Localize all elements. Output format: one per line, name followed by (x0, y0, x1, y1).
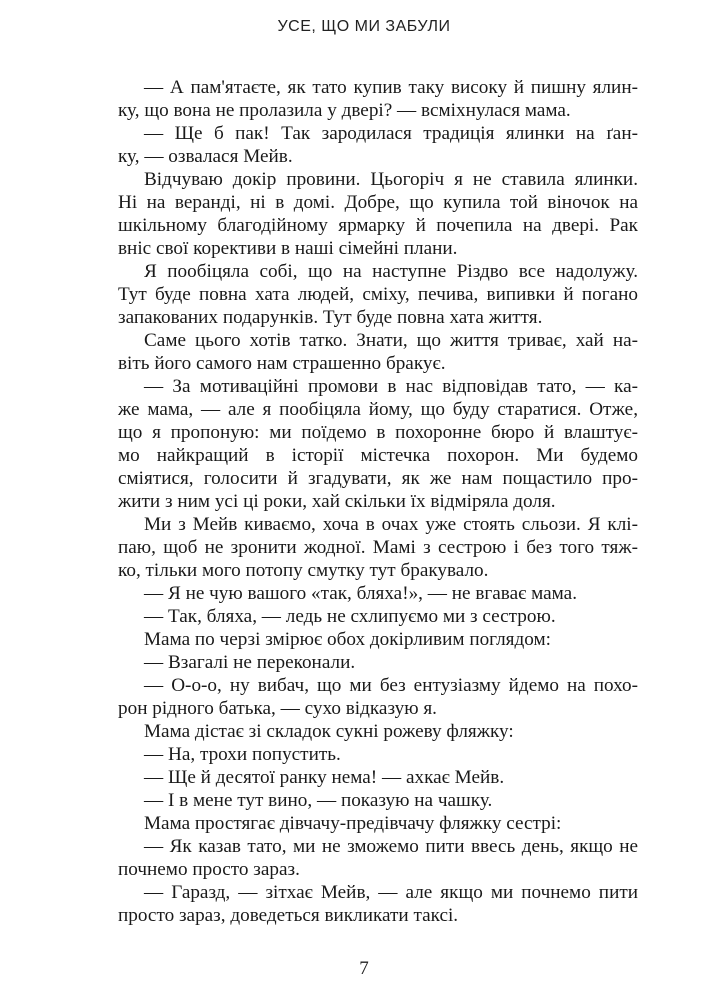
paragraph (118, 582, 638, 605)
text-line: — О-о-о, ну вибач, що ми без ентузіазму йдемо на похо- (144, 675, 638, 696)
text-line: Тут буде повна хата людей, сміху, печива, випивки й погано (118, 284, 638, 305)
text-line: просто зараз, доведеться викликати таксі. (118, 905, 459, 926)
text-line: рон рідного батька, — сухо відказую я. (118, 698, 437, 719)
paragraph (118, 789, 638, 812)
text-line: — Так, бляха, — ледь не схлипуємо ми з сестрою. (144, 606, 556, 627)
text-line: шкільному благодійному ярмарку й почепила на двері. Рак (118, 215, 638, 236)
text-line: почнемо просто зараз. (118, 859, 300, 880)
text-line: Ми з Мейв киваємо, хоча в очах уже стоять сльози. Я клі- (144, 514, 638, 535)
text-line: Я пообіцяла собі, що на наступне Різдво все надолужу. (144, 261, 638, 282)
paragraph (118, 835, 638, 881)
text-line: Саме цього хотів татко. Знати, що життя триває, хай на- (144, 330, 638, 351)
text-line: що я пропоную: ми поїдемо в похоронне бюро й влаштує- (118, 422, 638, 443)
text-line: паю, щоб не зронити жодної. Мамі з сестрою і без того тяж- (118, 537, 638, 558)
paragraph (118, 513, 638, 582)
paragraph (118, 766, 638, 789)
paragraph (118, 605, 638, 628)
text-line: — Я не чую вашого «так, бляха!», — не вгаває мама. (144, 583, 577, 604)
text-line: — Як казав тато, ми не зможемо пити ввесь день, якщо не (144, 836, 638, 857)
text-line: Ні на веранді, ні в домі. Добре, що купила той віночок на (118, 192, 638, 213)
paragraph (118, 628, 638, 651)
paragraph (118, 720, 638, 743)
paragraph (118, 651, 638, 674)
text-line: жити з ним усі ці роки, хай скільки їх відміряла доля. (118, 491, 556, 512)
body-text (118, 76, 638, 927)
text-line: ку, — озвалася Мейв. (118, 146, 293, 167)
paragraph (118, 743, 638, 766)
text-line: Відчуваю докір провини. Цьогоріч я не ставила ялинки. (144, 169, 638, 190)
text-line: — Ще б пак! Так зародилася традиція ялинки на ґан- (144, 123, 638, 144)
paragraph (118, 674, 638, 720)
page-number: 7 (359, 958, 369, 979)
paragraph (118, 76, 638, 122)
paragraph (118, 329, 638, 375)
text-line: — Гаразд, — зітхає Мейв, — але якщо ми почнемо пити (144, 882, 638, 903)
text-line: — А пам'ятаєте, як тато купив таку високу й пишну ялин- (144, 77, 638, 98)
text-line: вніс свої корективи в наші сімейні плани. (118, 238, 458, 259)
text-line: Мама дістає зі складок сукні рожеву фляжку: (144, 721, 514, 742)
text-line: — На, трохи попустить. (144, 744, 341, 765)
paragraph (118, 122, 638, 168)
running-head: УСЕ, ЩО МИ ЗАБУЛИ (277, 18, 451, 35)
text-line: Мама по черзі змірює обох докірливим поглядом: (144, 629, 551, 650)
text-line: — Ще й десятої ранку нема! — ахкає Мейв. (144, 767, 505, 788)
paragraph (118, 375, 638, 513)
paragraph (118, 260, 638, 329)
text-line: сміятися, голосити й згадувати, як же нам пощастило про- (118, 468, 638, 489)
text-line: віть його самого нам страшенно бракує. (118, 353, 446, 374)
text-line: ко, тільки мого потопу смутку тут бракувало. (118, 560, 489, 581)
paragraph (118, 168, 638, 260)
text-line: — Взагалі не переконали. (144, 652, 356, 673)
text-line: мо найкращий в історії містечка похорон. Ми будемо (118, 445, 638, 466)
text-line: ку, що вона не пролазила у двері? — всміхнулася мама. (118, 100, 571, 121)
paragraph (118, 881, 638, 927)
text-line: — За мотиваційні промови в нас відповідав тато, — ка- (144, 376, 638, 397)
paragraph (118, 812, 638, 835)
text-line: запакованих подарунків. Тут буде повна хата життя. (118, 307, 543, 328)
text-line: Мама простягає дівчачу-предівчачу фляжку сестрі: (144, 813, 562, 834)
text-line: же мама, — але я пообіцяла йому, що буду старатися. Отже, (118, 399, 638, 420)
text-line: — І в мене тут вино, — показую на чашку. (144, 790, 493, 811)
